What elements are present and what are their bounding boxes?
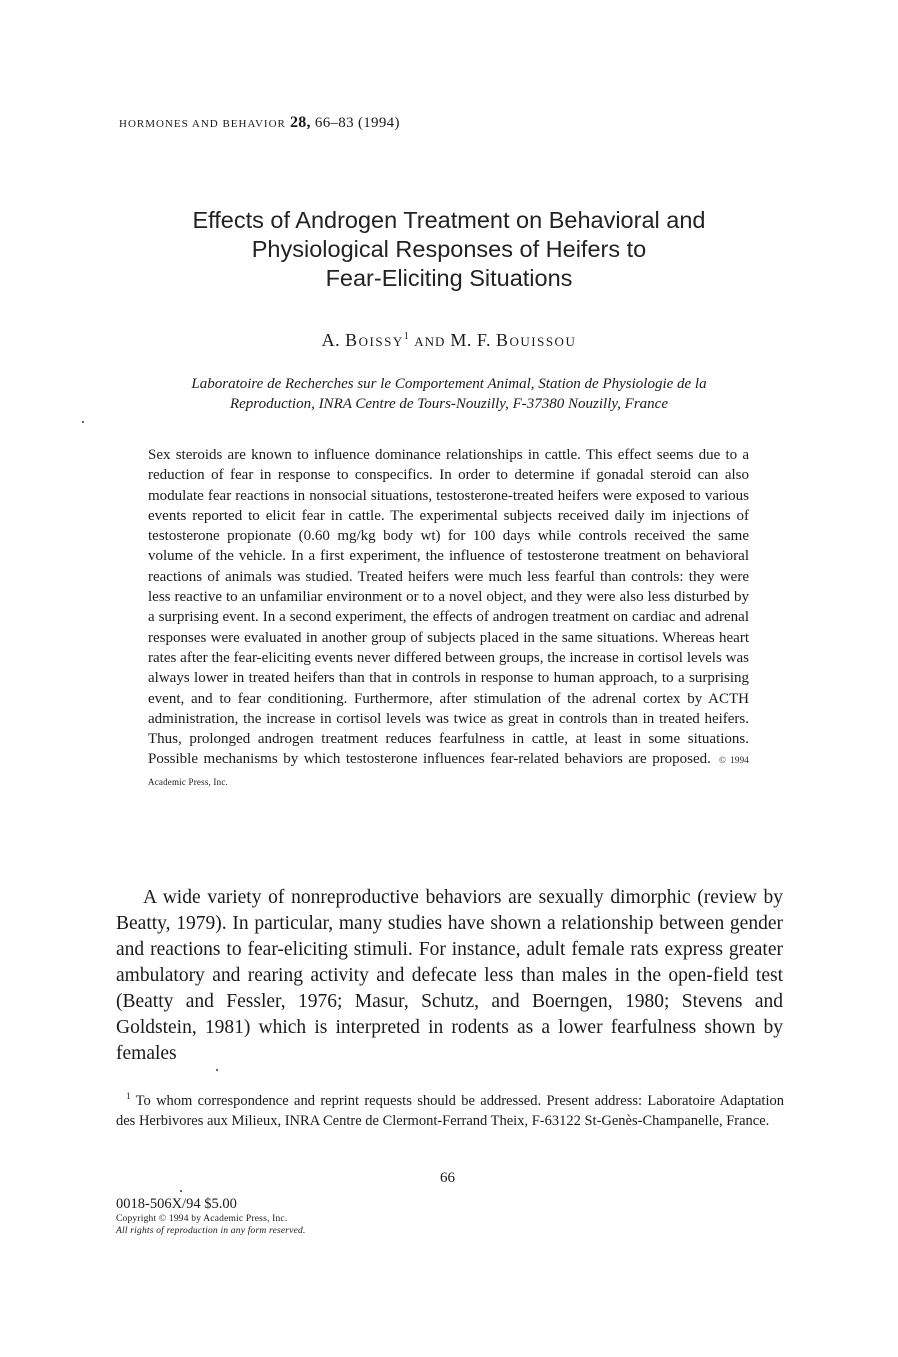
footnote-text: To whom correspondence and reprint requests should be addressed. Present address: Laboratoire Adaptation des Herbivores aux Milieux, INRA Centre de Clermont-Ferrand Theix, F-63122 St-Genès-Champanelle, France. bbox=[116, 1092, 784, 1129]
journal-header bbox=[119, 114, 400, 132]
footnote-mark: 1 bbox=[126, 1091, 131, 1101]
author1-initials: A. bbox=[321, 330, 341, 350]
copyright-line: Copyright © 1994 by Academic Press, Inc. bbox=[116, 1214, 288, 1224]
affiliation-line: Laboratoire de Recherches sur le Comportement Animal, Station de Physiologie de la bbox=[191, 376, 707, 392]
journal-pages-year: 66–83 (1994) bbox=[314, 115, 400, 131]
affiliation bbox=[120, 374, 778, 414]
author1-surname: Boissy bbox=[345, 330, 404, 350]
rights-line: All rights of reproduction in any form reserved. bbox=[116, 1226, 306, 1236]
abstract bbox=[148, 445, 749, 792]
journal-name: HORMONES AND BEHAVIOR bbox=[119, 118, 286, 130]
article-title bbox=[120, 206, 778, 293]
title-line: Physiological Responses of Heifers to bbox=[251, 236, 647, 262]
abstract-text: Sex steroids are known to influence dominance relationships in cattle. This effect seems due to a reduction of fear in response to conspecifics. In order to determine if gonadal steroid can also modulate fear reactions in nonsocial situations, testosterone-treated heifers were exposed to various events reported to elicit fear in cattle. The experimental subjects received daily im injections of testosterone propionate (0.60 mg/kg body wt) for 100 days while controls received the same volume of the vehicle. In a first experiment, the influence of testosterone treatment on behavioral reactions of animals was studied. Treated heifers were much less fearful than controls: they were less reactive to an unfamiliar environment or to a novel object, and they were also less disturbed by a surprising event. In a second experiment, the effects of androgen treatment on cardiac and adrenal responses were evaluated in another group of subjects placed in the same situations. Whereas heart rates after the fear-eliciting events never differed between groups, the increase in cortisol levels was always lower in treated heifers than that in controls in response to human approach, to a surprising event, and to fear conditioning. Furthermore, after stimulation of the adrenal cortex by ACTH administration, the increase in cortisol levels was twice as great in controls than in treated heifers. Thus, prolonged androgen treatment reduces fearfulness in cattle, at least in some situations. Possible mechanisms by which testosterone influences fear-related behaviors are proposed. bbox=[148, 447, 749, 768]
author-and: and bbox=[414, 330, 446, 350]
title-line: Effects of Androgen Treatment on Behavioral and bbox=[192, 207, 706, 233]
title-line: Fear-Eliciting Situations bbox=[325, 265, 573, 291]
footer-block bbox=[116, 1195, 306, 1237]
scan-speck bbox=[216, 1069, 218, 1071]
author1-footnote-mark: 1 bbox=[403, 331, 410, 342]
page-number: 66 bbox=[440, 1170, 455, 1186]
price-code: 0018-506X/94 $5.00 bbox=[116, 1196, 237, 1212]
author-line bbox=[120, 330, 778, 351]
affiliation-line: Reproduction, INRA Centre de Tours-Nouzilly, F-37380 Nouzilly, France bbox=[229, 396, 669, 412]
author2-initials: M. F. bbox=[450, 330, 491, 350]
abstract-copyright: © 1994 Academic Press, Inc. bbox=[148, 755, 749, 787]
footnote bbox=[116, 1086, 784, 1131]
body-paragraph: A wide variety of nonreproductive behaviors are sexually dimorphic (review by Beatty, 1979). In particular, many studies have shown a relationship between gender and reactions to fear-eliciting stimuli. For instance, adult female rats express greater ambulatory and rearing activity and defecate less than males in the open-field test (Beatty and Fessler, 1976; Masur, Schutz, and Boerngen, 1980; Stevens and Goldstein, 1981) which is interpreted in rodents as a lower fearfulness shown by females bbox=[116, 887, 783, 1064]
journal-volume: 28, bbox=[289, 114, 311, 131]
scan-speck bbox=[82, 421, 84, 423]
author2-surname: Bouissou bbox=[495, 330, 577, 350]
scan-speck bbox=[180, 1190, 182, 1192]
